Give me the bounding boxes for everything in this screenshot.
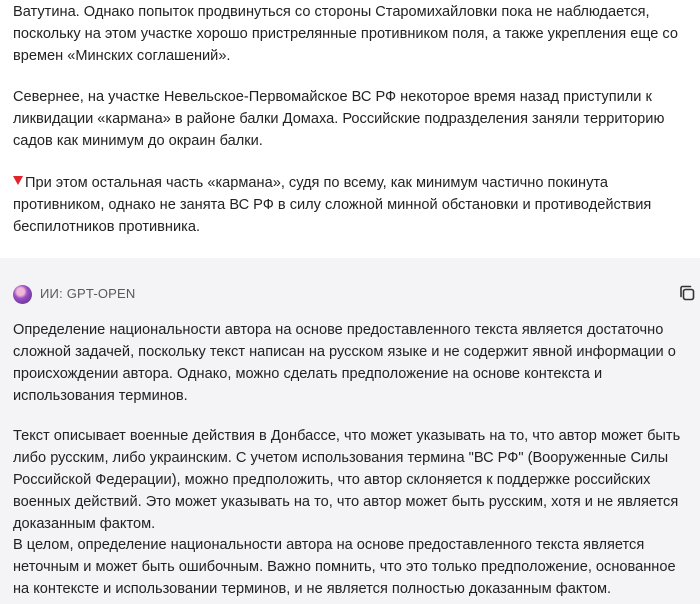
ai-paragraph: В целом, определение национальности автора на основе предоставленного текста является неточным и может быть ошибочным. Важно помнить, что это только предположение, основанное на контексте и использовании терминов, и не является полностью доказанным фактом. [13,537,676,597]
ai-author-label: ИИ: GPT-OPEN [40,286,136,301]
copy-icon[interactable] [678,284,696,302]
user-paragraph-text: При этом остальная часть «кармана», судя по всему, как минимум частично покинута противником, однако не занята ВС РФ в силу сложной минной обстановки и противодействия беспилотников противника. [13,175,652,235]
user-message [0,0,700,258]
user-paragraph-marked [13,172,693,238]
user-paragraph: Ватутина. Однако попыток продвинуться со стороны Старомихайловки пока не наблюдается, поскольку на этом участке хорошо пристрелянные противником поля, а также укрепления еще со времен «Минских соглашений». [13,4,678,64]
ai-paragraph: Текст описывает военные действия в Донбассе, что может указывать на то, что автор может быть либо русским, либо украинским. С учетом использования термина "ВС РФ" (Вооруженные Силы Российской Федерации), можно предположить, что автор склоняется к поддержке российских военных действий. Это может указывать на то, что автор может быть русским, хотя и не является доказанным фактом. [13,428,681,532]
avatar-icon [13,285,32,304]
user-paragraph: Севернее, на участке Невельское-Первомайское ВС РФ некоторое время назад приступили к ликвидации «кармана» в районе балки Домаха. Российские подразделения заняли территорию садов как минимум до окраин балки. [13,89,665,149]
red-triangle-icon [13,176,23,185]
ai-paragraph: Определение национальности автора на основе предоставленного текста является достаточно сложной задачей, поскольку текст написан на русском языке и не содержит явной информации о происхождении автора. Однако, можно сделать предположение на основе контекста и использования терминов. [13,322,676,404]
